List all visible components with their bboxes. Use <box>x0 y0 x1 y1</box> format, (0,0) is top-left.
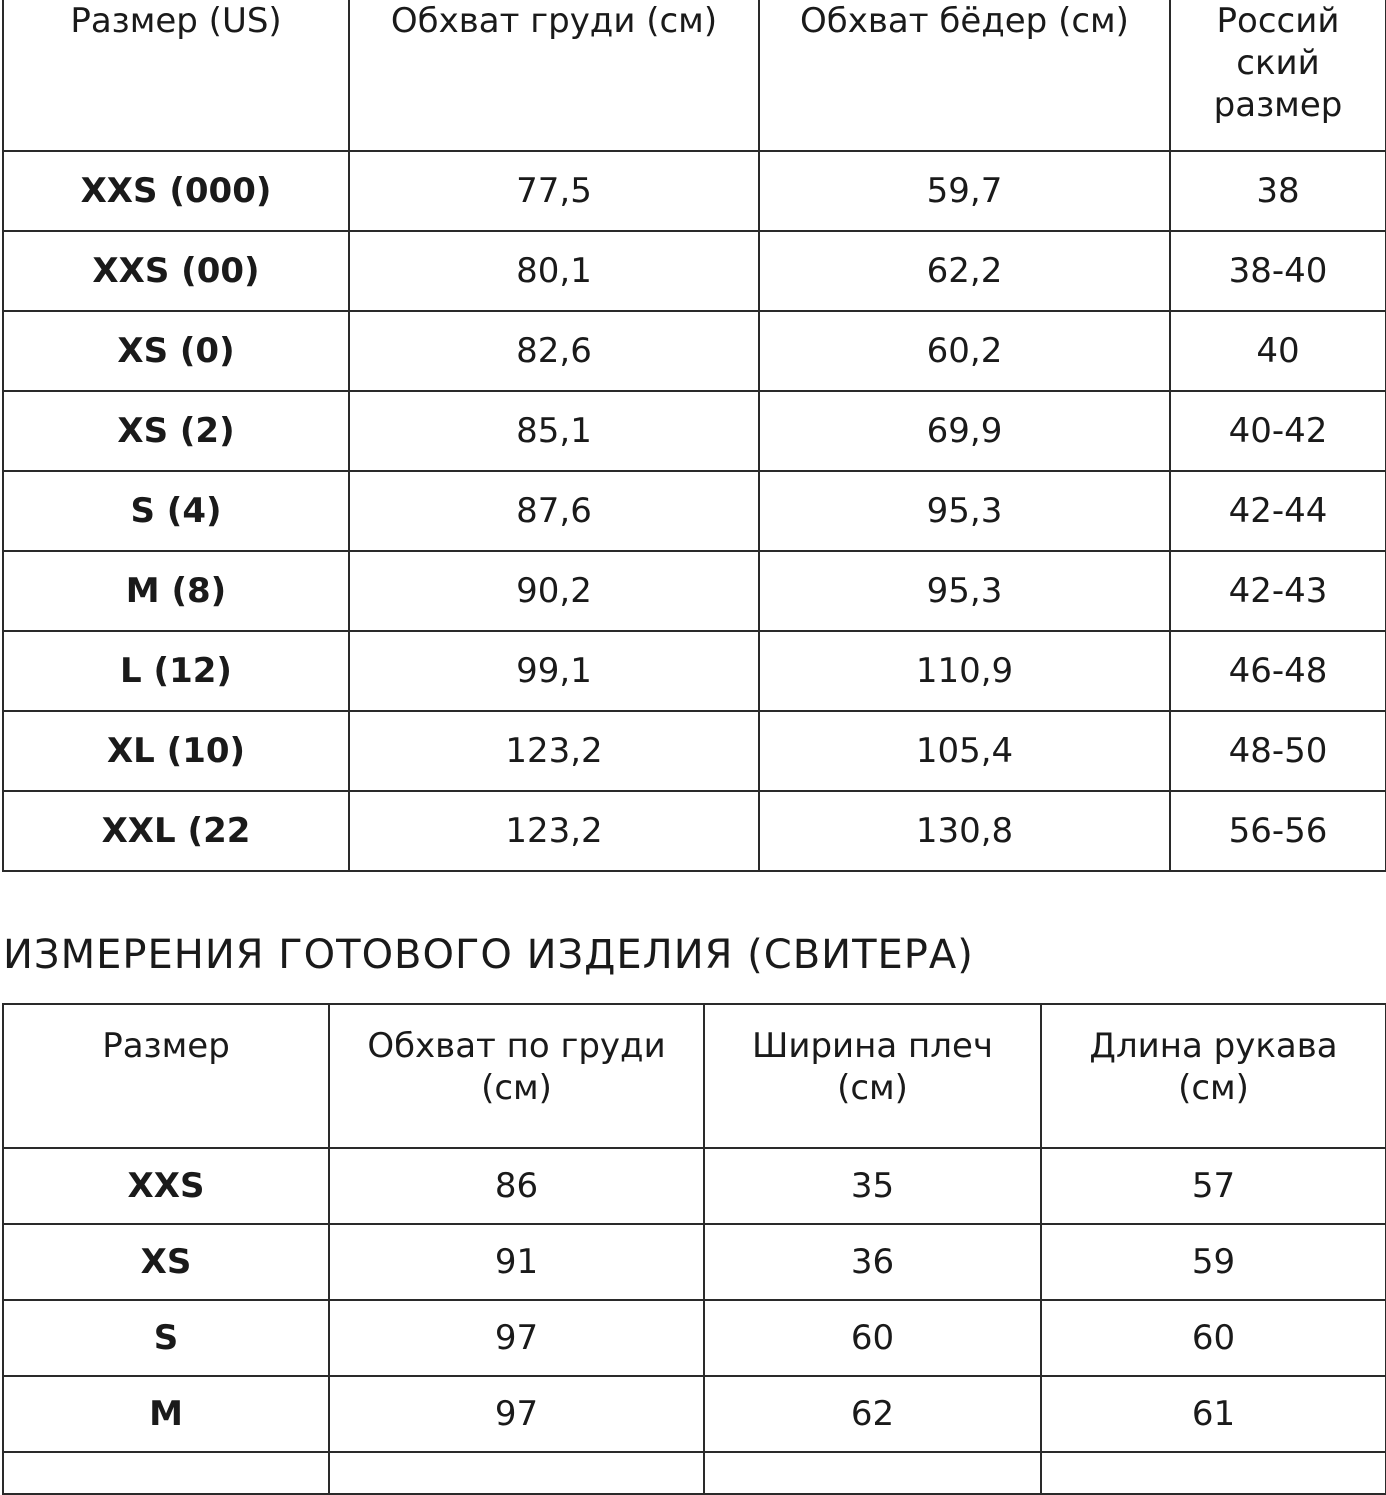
table-row <box>3 231 1386 311</box>
chest-cell: 97 <box>329 1376 704 1452</box>
size-cell: S <box>3 1300 329 1376</box>
header-cell-hips <box>759 0 1170 151</box>
table-row <box>3 311 1386 391</box>
russian-size-cell: 46-48 <box>1170 631 1386 711</box>
table-header-row <box>3 0 1386 151</box>
russian-size-cell: 42-44 <box>1170 471 1386 551</box>
table-row <box>3 551 1386 631</box>
chest-cell: 91 <box>329 1224 704 1300</box>
hips-cell: 59,7 <box>759 151 1170 231</box>
empty-cell <box>1041 1452 1386 1494</box>
header-text-line: размер <box>1213 85 1343 125</box>
bust-cell: 87,6 <box>349 471 759 551</box>
header-text: Обхват бёдер (см) <box>800 1 1129 41</box>
table-row <box>3 1376 1386 1452</box>
size-cell: XL (10) <box>3 711 349 791</box>
hips-cell: 62,2 <box>759 231 1170 311</box>
table-row <box>3 711 1386 791</box>
bust-cell: 90,2 <box>349 551 759 631</box>
header-text-line: (см) <box>837 1068 908 1108</box>
russian-size-cell: 42-43 <box>1170 551 1386 631</box>
header-text-line: Россий <box>1216 1 1340 41</box>
size-cell: XXS <box>3 1148 329 1224</box>
table-row <box>3 1300 1386 1376</box>
sleeve-cell: 57 <box>1041 1148 1386 1224</box>
table-row <box>3 631 1386 711</box>
header-cell-chest <box>329 1004 704 1148</box>
shoulder-cell: 36 <box>704 1224 1041 1300</box>
bust-cell: 123,2 <box>349 791 759 871</box>
table-row <box>3 1224 1386 1300</box>
header-cell-size <box>3 1004 329 1148</box>
russian-size-cell: 56-56 <box>1170 791 1386 871</box>
table-row <box>3 1148 1386 1224</box>
empty-cell <box>3 1452 329 1494</box>
sleeve-cell: 59 <box>1041 1224 1386 1300</box>
size-cell: M <box>3 1376 329 1452</box>
shoulder-cell: 35 <box>704 1148 1041 1224</box>
size-cell: XS (2) <box>3 391 349 471</box>
header-text: Размер (US) <box>70 1 282 41</box>
size-cell: L (12) <box>3 631 349 711</box>
size-cell: XS (0) <box>3 311 349 391</box>
header-cell-size-us <box>3 0 349 151</box>
hips-cell: 130,8 <box>759 791 1170 871</box>
bust-cell: 85,1 <box>349 391 759 471</box>
table-row <box>3 791 1386 871</box>
bust-cell: 123,2 <box>349 711 759 791</box>
russian-size-cell: 38 <box>1170 151 1386 231</box>
bust-cell: 99,1 <box>349 631 759 711</box>
sleeve-cell: 60 <box>1041 1300 1386 1376</box>
header-cell-sleeve-length <box>1041 1004 1386 1148</box>
size-cell: M (8) <box>3 551 349 631</box>
table-row <box>3 151 1386 231</box>
sleeve-cell: 61 <box>1041 1376 1386 1452</box>
chest-cell: 86 <box>329 1148 704 1224</box>
table-row <box>3 391 1386 471</box>
hips-cell: 95,3 <box>759 551 1170 631</box>
table-row-cut-off <box>3 1452 1386 1494</box>
header-cell-shoulder-width <box>704 1004 1041 1148</box>
section-title: ИЗМЕРЕНИЯ ГОТОВОГО ИЗДЕЛИЯ (СВИТЕРА) <box>3 932 974 978</box>
size-cell: XXS (00) <box>3 231 349 311</box>
header-text-line: Длина рукава <box>1089 1026 1338 1066</box>
bust-cell: 80,1 <box>349 231 759 311</box>
table-header-row <box>3 1004 1386 1148</box>
shoulder-cell: 62 <box>704 1376 1041 1452</box>
table-row <box>3 471 1386 551</box>
chest-cell: 97 <box>329 1300 704 1376</box>
empty-cell <box>329 1452 704 1494</box>
hips-cell: 105,4 <box>759 711 1170 791</box>
size-cell: XXL (22 <box>3 791 349 871</box>
header-text-line: Обхват по груди <box>367 1026 666 1066</box>
bust-cell: 77,5 <box>349 151 759 231</box>
hips-cell: 110,9 <box>759 631 1170 711</box>
bust-cell: 82,6 <box>349 311 759 391</box>
garment-measurements-table <box>2 1003 1386 1495</box>
size-chart-table <box>2 0 1386 872</box>
header-text-line: (см) <box>1178 1068 1249 1108</box>
hips-cell: 60,2 <box>759 311 1170 391</box>
size-cell: S (4) <box>3 471 349 551</box>
empty-cell <box>704 1452 1041 1494</box>
size-cell: XS <box>3 1224 329 1300</box>
header-text-line: (см) <box>481 1068 552 1108</box>
header-text-line: Ширина плеч <box>752 1026 993 1066</box>
russian-size-cell: 40 <box>1170 311 1386 391</box>
shoulder-cell: 60 <box>704 1300 1041 1376</box>
hips-cell: 95,3 <box>759 471 1170 551</box>
hips-cell: 69,9 <box>759 391 1170 471</box>
header-cell-russian-size <box>1170 0 1386 151</box>
russian-size-cell: 38-40 <box>1170 231 1386 311</box>
header-text: Размер <box>102 1026 230 1066</box>
russian-size-cell: 48-50 <box>1170 711 1386 791</box>
header-cell-bust <box>349 0 759 151</box>
size-cell: XXS (000) <box>3 151 349 231</box>
header-text-line: ский <box>1236 43 1320 83</box>
header-text: Обхват груди (см) <box>390 1 718 41</box>
russian-size-cell: 40-42 <box>1170 391 1386 471</box>
